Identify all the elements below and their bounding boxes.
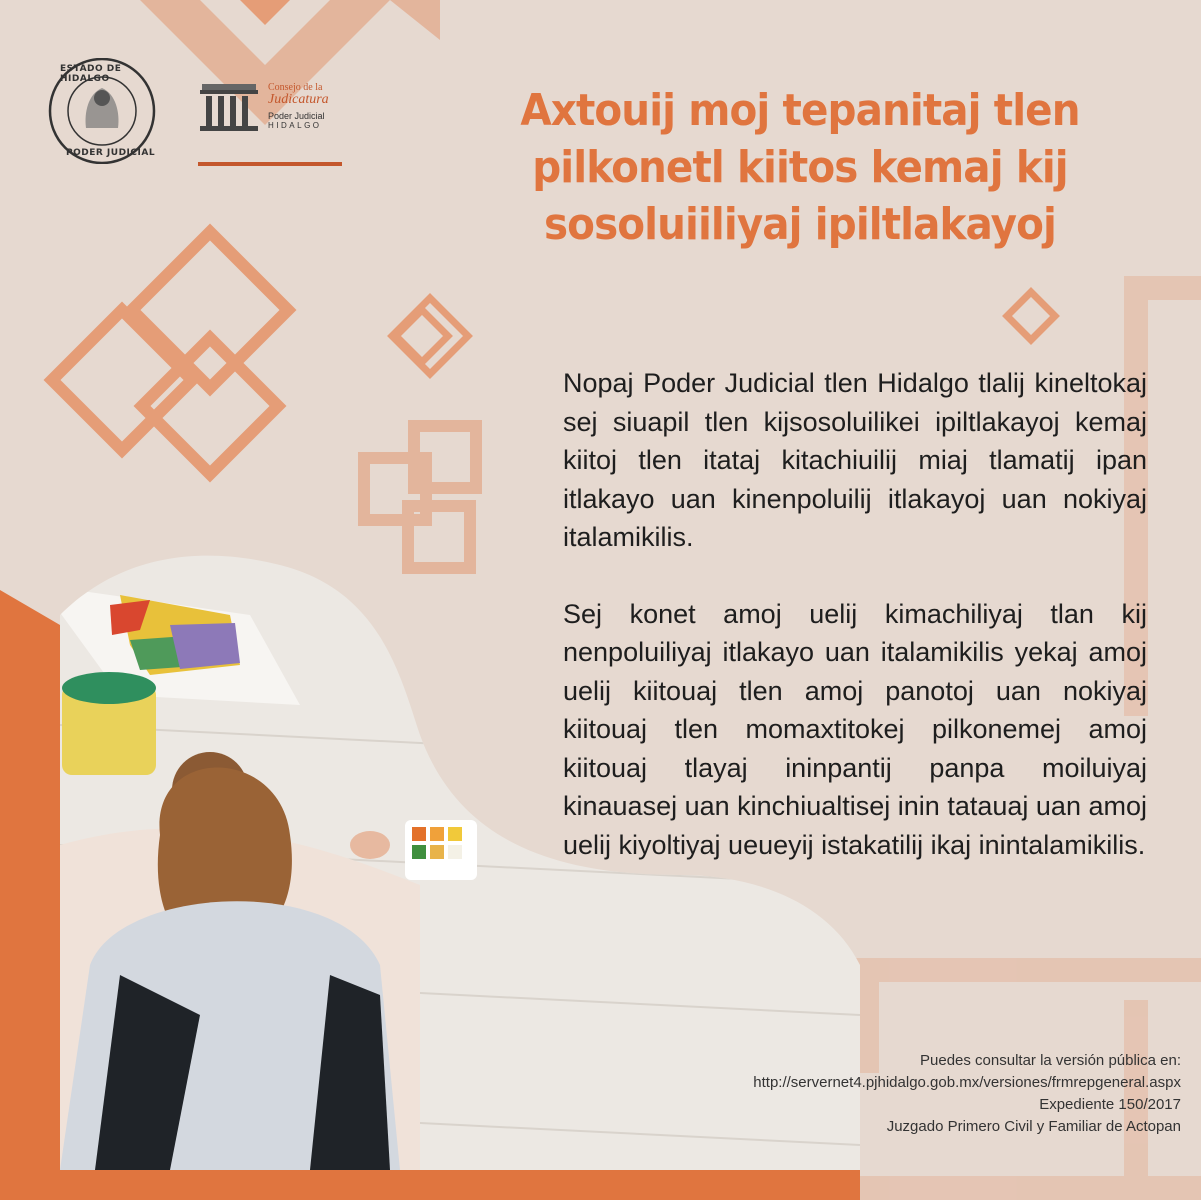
deco-diamond-small [1007,292,1055,340]
consejo-line1: Consejo de la [268,82,323,93]
seal-bottom-text: PODER JUDICIAL [66,148,156,158]
footer-url[interactable]: http://servernet4.pjhidalgo.gob.mx/versiones/frmrepgeneral.aspx [753,1074,1181,1091]
deco-chevron [240,0,290,25]
seal-top-text: ESTADO DE HIDALGO [60,64,122,84]
footer-expediente: Expediente 150/2017 [1039,1096,1181,1113]
deco-diamond [132,232,288,388]
footer-line-1: Puedes consultar la versión pública en: [920,1052,1181,1069]
consejo-underline [198,162,342,166]
consejo-line2: Judicatura [268,92,329,107]
deco-chevron [390,0,440,40]
child-painting-photo [0,545,860,1170]
deco-bar [855,958,1201,982]
consejo-line4: HIDALGO [268,121,322,130]
deco-bar [1140,276,1201,300]
footer-info [753,1050,1181,1138]
consejo-logo [198,80,344,150]
building-columns-icon [198,82,260,138]
body-paragraph-1: Nopaj Poder Judicial tlen Hidalgo tlalij kineltokaj sej siuapil tlen kijsosoluilikei ipiltlakayoj kemaj kiitoj tlen itataj kitachiuilij miaj tlamatij ipan itlakayo uan kinenpoluilij itlakayoj uan nokiyaj italamikilis. [563,368,1147,552]
page-title [506,82,1095,253]
deco-diamond-small [396,310,448,362]
deco-diamond-small [392,298,468,374]
title-line-2: pilkonetl kiitos kemaj kij [532,142,1068,193]
title-line-1: Axtouij moj tepanitaj tlen [520,85,1080,136]
body-paragraph-2: Sej konet amoj uelij kimachiliyaj tlan kij nenpoluiliyaj itlakayo uan italamikilis yekaj amoj uelij kiitouaj tlen amoj panotoj uan nokiyaj kiitouaj tlen momaxtitokej pilkonemej amoj kiitouaj tlayaj ininpantij panpa moiluiyaj kinauasej uan kinchiualtisej inin tatauaj uan amoj uelij kiyoltiyaj ueueyij istakatilij ikaj inintalamikilis. [563,598,1147,860]
seal-logo [38,58,166,164]
header-logos [38,58,358,168]
consejo-line3: Poder Judicial [268,111,325,121]
footer-juzgado: Juzgado Primero Civil y Familiar de Actopan [886,1118,1181,1135]
title-line-3: sosoluiiliyaj ipiltlakayoj [544,199,1056,250]
